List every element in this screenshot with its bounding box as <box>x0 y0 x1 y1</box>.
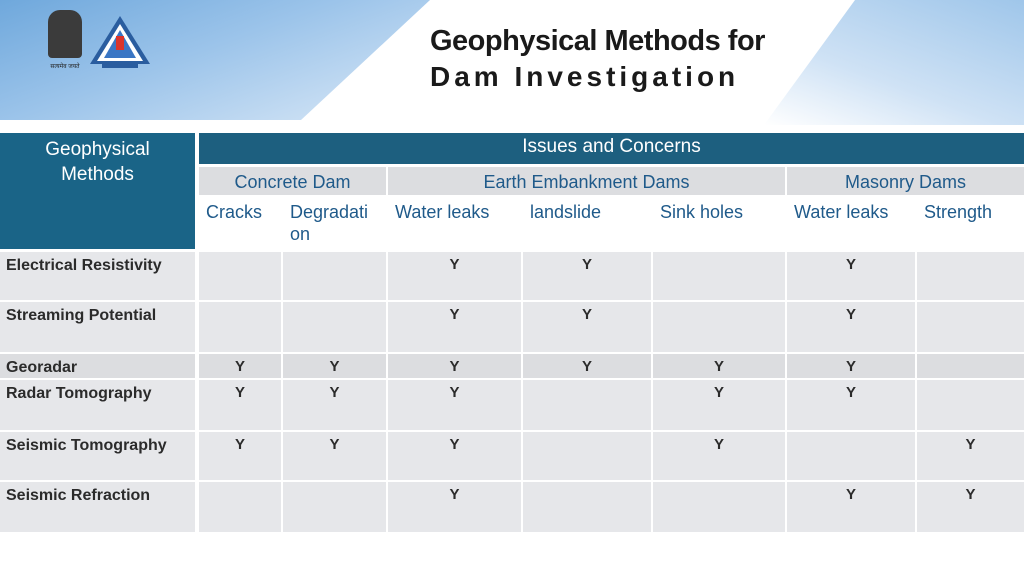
table-cell: Y <box>653 432 785 480</box>
table-cell: Y <box>787 354 915 378</box>
table-cell: Y <box>523 302 651 352</box>
table-cell: Y <box>653 354 785 378</box>
table-cell <box>283 482 386 532</box>
table-cell <box>787 432 915 480</box>
table-cell: Y <box>787 302 915 352</box>
table-cell: Y <box>917 482 1024 532</box>
page-title <box>430 24 765 96</box>
table-cell <box>283 302 386 352</box>
table-cell: Y <box>199 380 281 430</box>
table-cell: Y <box>283 432 386 480</box>
table-cell <box>653 482 785 532</box>
table-cell: Y <box>283 380 386 430</box>
national-emblem-logo <box>44 10 86 80</box>
table-cell: Y <box>653 380 785 430</box>
emblem-icon <box>48 10 82 58</box>
methods-table <box>0 133 1024 533</box>
table-cell <box>523 380 651 430</box>
title-line-2: Dam Investigation <box>430 61 740 92</box>
group-header: Earth Embankment Dams <box>388 167 785 195</box>
column-header: Strength <box>924 202 993 222</box>
group-header: Concrete Dam <box>199 167 386 195</box>
row-method-label: Seismic Tomography <box>0 432 195 480</box>
row-method-label: Electrical Resistivity <box>0 252 195 300</box>
column-header: Water leaks <box>794 202 889 222</box>
table-cell <box>653 252 785 300</box>
organization-logo <box>88 14 152 70</box>
table-cell: Y <box>388 354 521 378</box>
table-cell <box>917 380 1024 430</box>
column-header: Degradati on <box>290 202 369 244</box>
table-cell <box>653 302 785 352</box>
issues-header: Issues and Concerns <box>199 133 1024 164</box>
table-cell: Y <box>283 354 386 378</box>
table-cell: Y <box>199 354 281 378</box>
table-cell <box>523 432 651 480</box>
column-header: landslide <box>530 202 602 222</box>
table-cell: Y <box>523 252 651 300</box>
row-method-label: Georadar <box>0 354 195 378</box>
table-cell: Y <box>523 354 651 378</box>
title-line-1: Geophysical Methods for <box>430 25 765 57</box>
table-cell: Y <box>787 482 915 532</box>
table-cell: Y <box>388 252 521 300</box>
group-header: Masonry Dams <box>787 167 1024 195</box>
emblem-motto: सत्यमेव जयते <box>50 64 80 70</box>
table-cell: Y <box>787 380 915 430</box>
corner-header: Geophysical Methods <box>0 133 195 249</box>
table-cell: Y <box>388 482 521 532</box>
table-cell: Y <box>388 302 521 352</box>
row-method-label: Streaming Potential <box>0 302 195 352</box>
row-method-label: Radar Tomography <box>0 380 195 430</box>
table-cell: Y <box>199 432 281 480</box>
column-header: Water leaks <box>395 202 490 222</box>
column-header: Sink holes <box>660 202 744 222</box>
table-cell <box>523 482 651 532</box>
table-cell <box>199 252 281 300</box>
table-cell: Y <box>787 252 915 300</box>
header-decoration-right <box>764 0 1024 125</box>
table-cell <box>917 354 1024 378</box>
table-cell <box>917 302 1024 352</box>
table-cell: Y <box>388 380 521 430</box>
table-cell: Y <box>388 432 521 480</box>
column-header: Cracks <box>206 202 263 222</box>
table-cell <box>199 482 281 532</box>
table-cell <box>199 302 281 352</box>
table-cell <box>283 252 386 300</box>
table-cell: Y <box>917 432 1024 480</box>
table-cell <box>917 252 1024 300</box>
row-method-label: Seismic Refraction <box>0 482 195 532</box>
